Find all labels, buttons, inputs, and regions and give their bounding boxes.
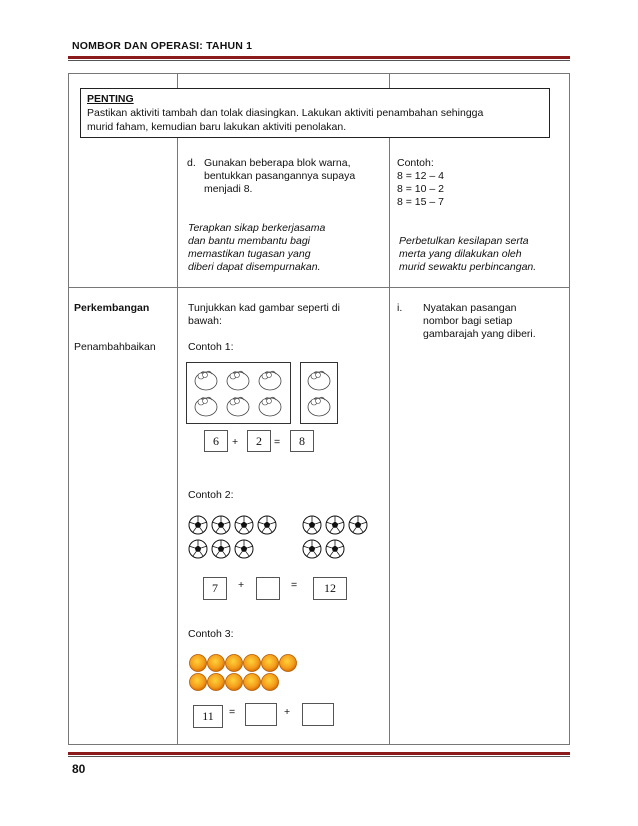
example-1-group-b-frame [300, 362, 338, 424]
contoh-eq-1: 8 = 12 – 4 [397, 170, 444, 182]
football-icon [212, 540, 230, 558]
tomato-icon [227, 371, 249, 390]
header-rule-thin [68, 60, 570, 61]
task-i-marker: i. [397, 302, 403, 314]
example-3-blank-box-2[interactable] [302, 703, 334, 726]
task-i-line-1: Nyatakan pasangan [423, 302, 517, 314]
table-col-divider-2 [389, 73, 390, 745]
tomato-icon [195, 371, 217, 390]
football-icon [212, 516, 230, 534]
row-subtitle-penambahbaikan: Penambahbaikan [74, 341, 156, 353]
orange-ball-icon [262, 674, 279, 691]
row-title-perkembangan: Perkembangan [74, 302, 150, 314]
correction-note-2: merta yang dilakukan oleh [399, 248, 522, 260]
penting-notice [80, 88, 550, 138]
tomato-icon [195, 397, 217, 416]
step-d-marker: d. [187, 157, 196, 169]
football-groups [186, 512, 386, 562]
orange-ball-icon [208, 674, 225, 691]
example-1-sum-box: 8 [290, 430, 314, 452]
contoh-eq-2: 8 = 10 – 2 [397, 183, 444, 195]
step-d-line-3: menjadi 8. [204, 183, 253, 195]
football-icon [235, 516, 253, 534]
example-2-label: Contoh 2: [188, 489, 234, 501]
tomato-icon [308, 397, 330, 416]
example-1-label: Contoh 1: [188, 341, 234, 353]
football-icon [349, 516, 367, 534]
penting-title: PENTING [87, 93, 134, 105]
orange-ball-group [186, 653, 306, 693]
orange-ball-icon [280, 655, 297, 672]
values-note-1: Terapkan sikap berkerjasama [188, 222, 326, 234]
correction-note-3: murid sewaktu perbincangan. [399, 261, 537, 273]
step-d-line-1: Gunakan beberapa blok warna, [204, 157, 351, 169]
tomato-icon [259, 397, 281, 416]
tomato-icon [308, 371, 330, 390]
tomato-icon [259, 371, 281, 390]
football-icon [235, 540, 253, 558]
penting-line-2: murid faham, kemudian baru lakukan aktiviti penolakan. [87, 121, 347, 133]
correction-note-1: Perbetulkan kesilapan serta [399, 235, 529, 247]
football-icon [326, 540, 344, 558]
football-icon [189, 540, 207, 558]
contoh-eq-3: 8 = 15 – 7 [397, 196, 444, 208]
orange-ball-icon [244, 674, 261, 691]
footer-rule [68, 752, 570, 755]
table-row-divider [68, 287, 570, 288]
tomato-group-2 [301, 363, 337, 423]
tomato-group-6 [187, 363, 290, 423]
football-icon [326, 516, 344, 534]
example-1-addend-a-box: 6 [204, 430, 228, 452]
example-1-equals: = [274, 436, 281, 448]
orange-ball-icon [262, 655, 279, 672]
example-3-plus: + [284, 706, 291, 718]
example-3-blank-box-1[interactable] [245, 703, 277, 726]
example-2-plus: + [238, 579, 245, 591]
values-note-3: memastikan tugasan yang [188, 248, 311, 260]
orange-ball-icon [244, 655, 261, 672]
orange-ball-icon [190, 655, 207, 672]
example-2-sum-box: 12 [313, 577, 347, 600]
orange-ball-icon [190, 674, 207, 691]
penting-line-1: Pastikan aktiviti tambah dan tolak diasingkan. Lakukan aktiviti penambahan sehingga [87, 107, 484, 119]
intro-line-2: bawah: [188, 315, 222, 327]
football-icon [303, 516, 321, 534]
values-note-2: dan bantu membantu bagi [188, 235, 311, 247]
example-2-equals: = [291, 579, 298, 591]
page-header-title: NOMBOR DAN OPERASI: TAHUN 1 [72, 40, 253, 52]
orange-ball-icon [226, 674, 243, 691]
football-icon [303, 540, 321, 558]
football-icon [189, 516, 207, 534]
orange-ball-icon [226, 655, 243, 672]
example-3-equals: = [229, 706, 236, 718]
intro-line-1: Tunjukkan kad gambar seperti di [188, 302, 340, 314]
tomato-icon [227, 397, 249, 416]
contoh-title: Contoh: [397, 157, 434, 169]
example-1-addend-b-box: 2 [247, 430, 271, 452]
page-number: 80 [72, 762, 86, 776]
football-icon [258, 516, 276, 534]
task-i-line-3: gambarajah yang diberi. [423, 328, 536, 340]
header-rule [68, 56, 570, 59]
values-note-4: diberi dapat disempurnakan. [188, 261, 321, 273]
example-3-label: Contoh 3: [188, 628, 234, 640]
example-2-addend-a-box: 7 [203, 577, 227, 600]
example-1-plus: + [232, 436, 239, 448]
step-d-line-2: bentukkan pasangannya supaya [204, 170, 356, 182]
table-col-divider-1 [177, 73, 178, 745]
example-2-blank-box[interactable] [256, 577, 280, 600]
footer-rule-thin [68, 756, 570, 757]
example-1-group-a-frame [186, 362, 291, 424]
example-3-total-box: 11 [193, 705, 223, 728]
orange-ball-icon [208, 655, 225, 672]
task-i-line-2: nombor bagi setiap [423, 315, 513, 327]
